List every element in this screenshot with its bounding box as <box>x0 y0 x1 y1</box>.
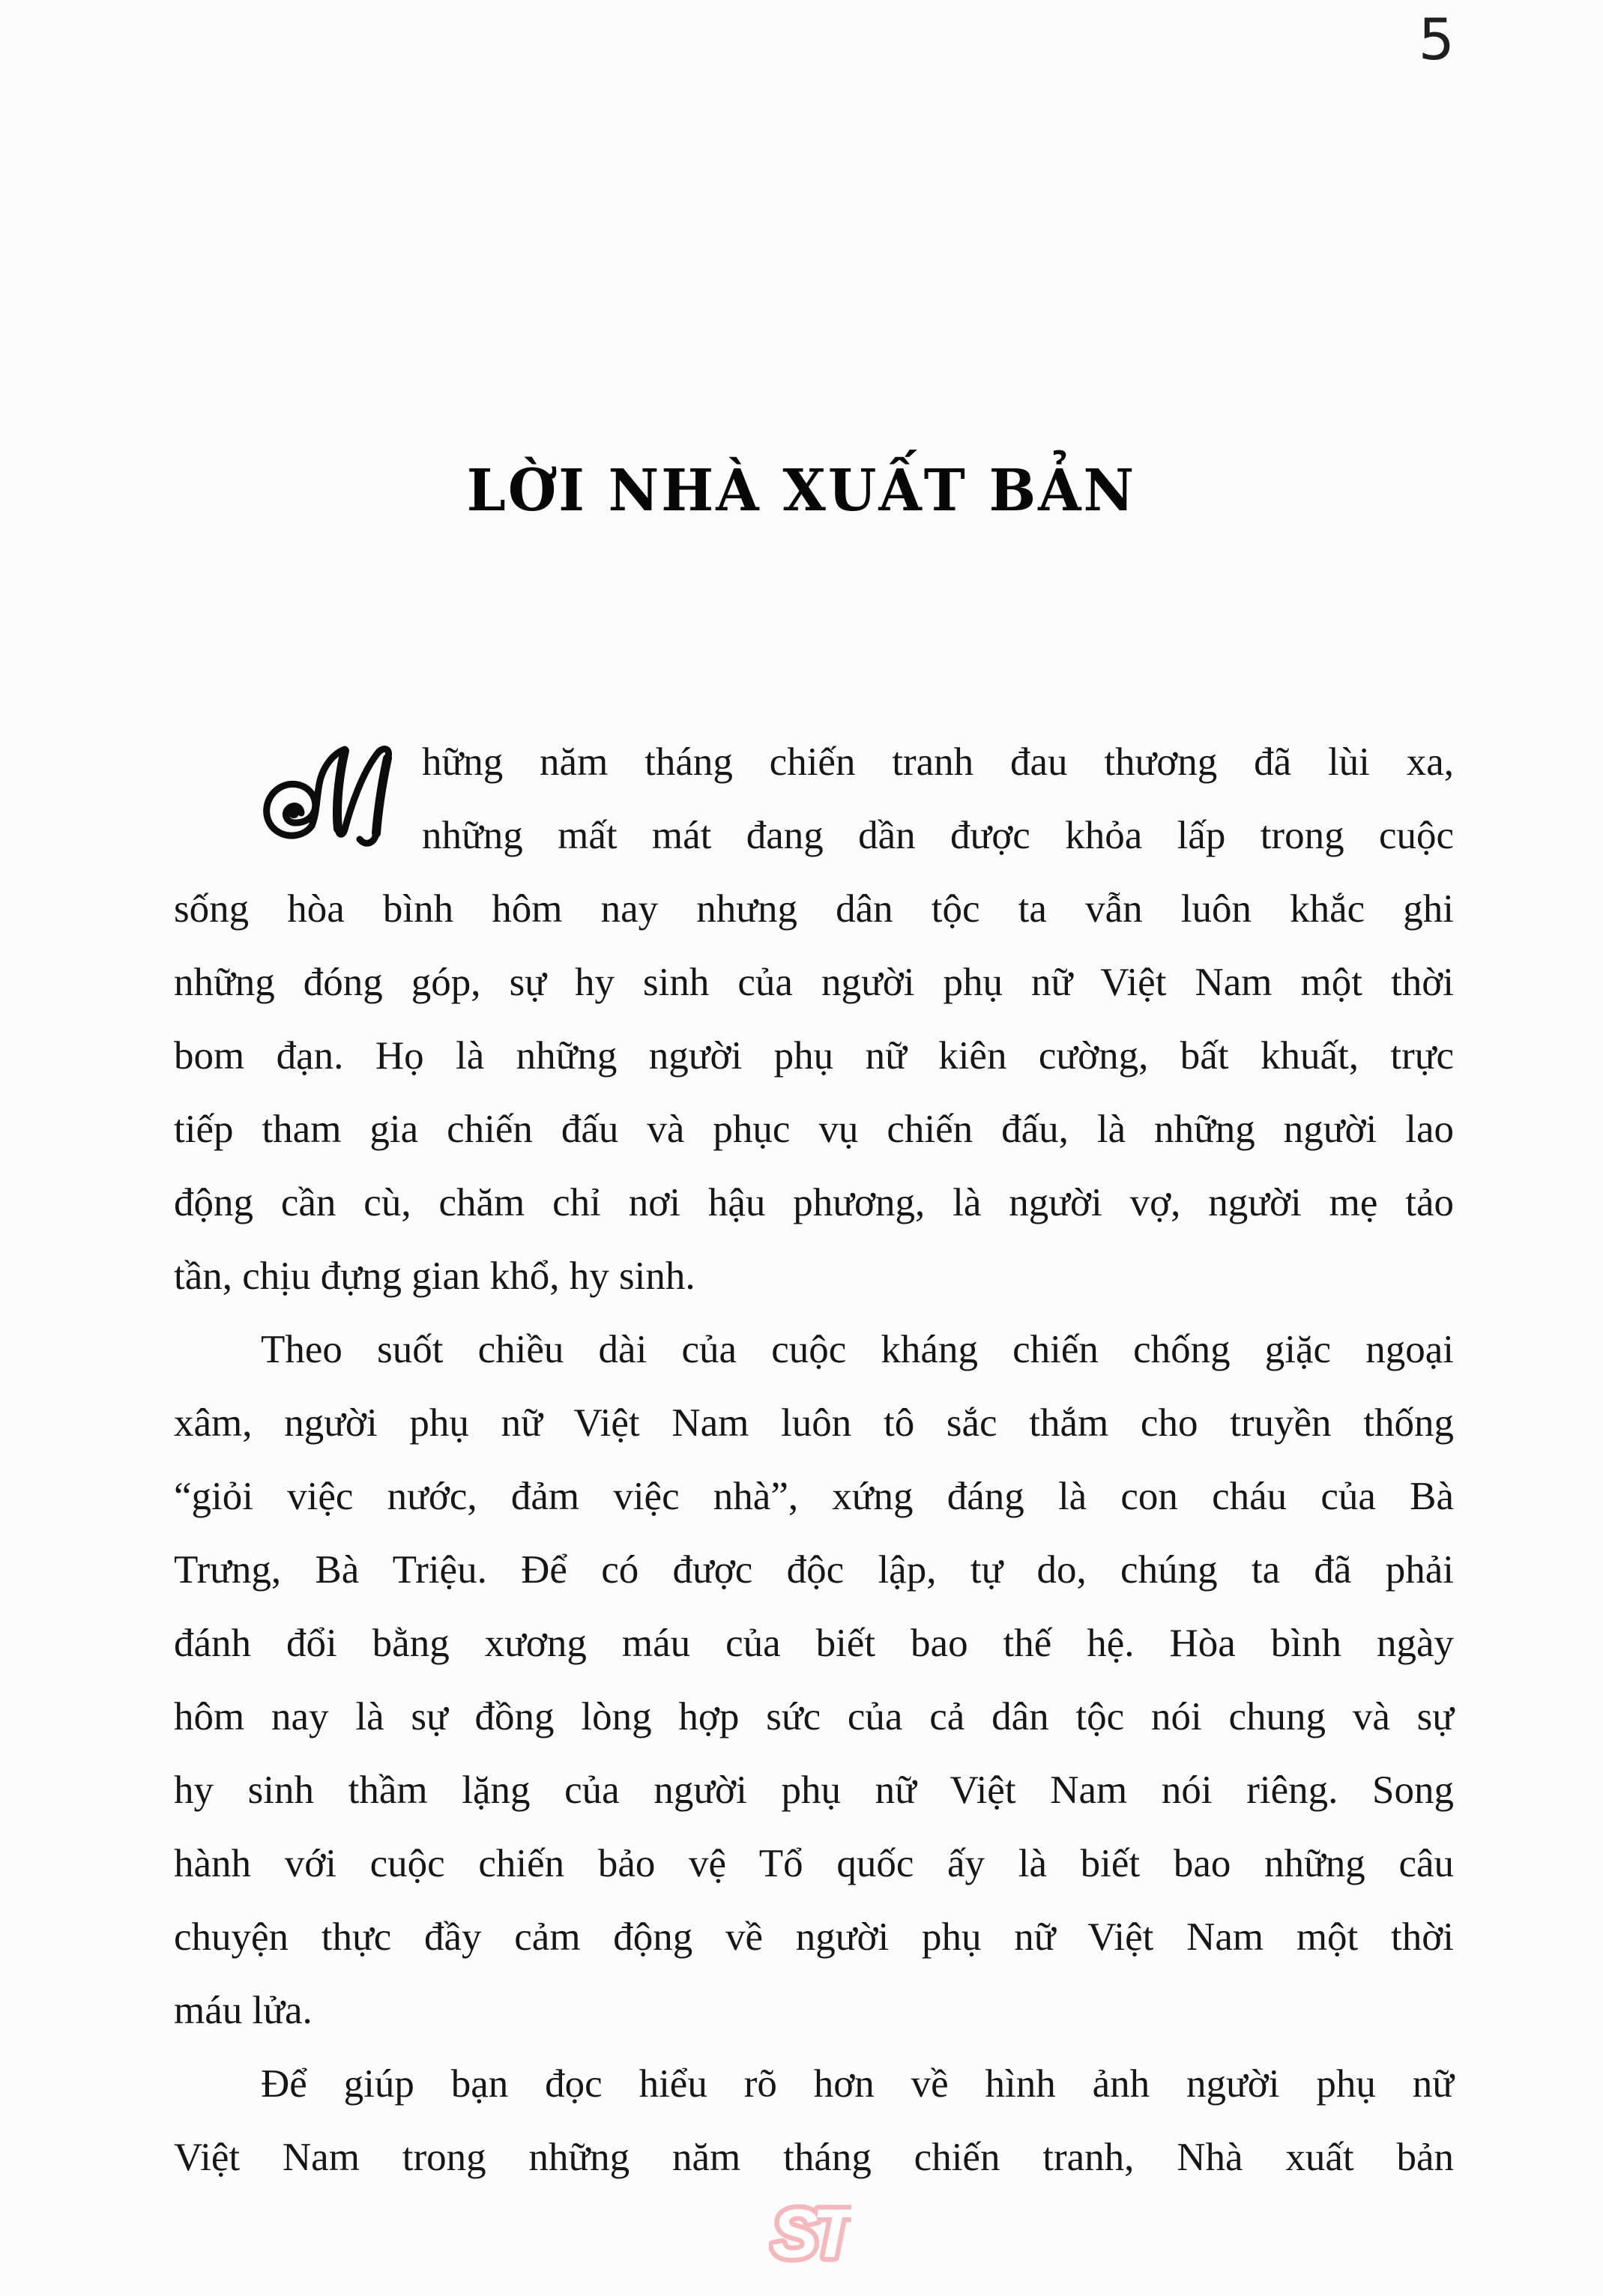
page-number: 5 <box>1418 6 1455 73</box>
drop-cap-letter-n-icon <box>249 739 411 853</box>
text-line: những đóng góp, sự hy sinh của người phụ nữ Việt Nam một thời <box>174 961 1454 1004</box>
body-text <box>174 725 1454 2194</box>
text-line: động cần cù, chăm chỉ nơi hậu phương, là người vợ, người mẹ tảo <box>174 1181 1454 1224</box>
text-line: hy sinh thầm lặng của người phụ nữ Việt Nam nói riêng. Song <box>174 1768 1454 1812</box>
text-line: xâm, người phụ nữ Việt Nam luôn tô sắc thắm cho truyền thống <box>174 1401 1454 1445</box>
text-line: hành với cuộc chiến bảo vệ Tổ quốc ấy là biết bao những câu <box>174 1842 1454 1885</box>
text-line: hôm nay là sự đồng lòng hợp sức của cả dân tộc nói chung và sự <box>174 1695 1454 1738</box>
text-line: sống hòa bình hôm nay nhưng dân tộc ta vẫn luôn khắc ghi <box>174 887 1454 931</box>
text-line: Để giúp bạn đọc hiểu rõ hơn về hình ảnh người phụ nữ <box>261 2062 1454 2106</box>
text-line: hững năm tháng chiến tranh đau thương đã lùi xa, <box>422 740 1454 784</box>
text-line: chuyện thực đầy cảm động về người phụ nữ Việt Nam một thời <box>174 1915 1454 1959</box>
chapter-title: LỜI NHÀ XUẤT BẢN <box>466 457 1137 525</box>
st-watermark-text: ST <box>772 2196 848 2272</box>
text-line: Theo suốt chiều dài của cuộc kháng chiến chống giặc ngoại <box>261 1328 1454 1371</box>
text-line: Việt Nam trong những năm tháng chiến tranh, Nhà xuất bản <box>174 2136 1454 2179</box>
st-watermark-icon <box>769 2193 851 2277</box>
text-line: đánh đổi bằng xương máu của biết bao thế hệ. Hòa bình ngày <box>174 1622 1454 1665</box>
text-line: tần, chịu đựng gian khổ, hy sinh. <box>174 1254 695 1298</box>
text-line: tiếp tham gia chiến đấu và phục vụ chiến đấu, là những người lao <box>174 1108 1454 1151</box>
text-line: những mất mát đang dần được khỏa lấp trong cuộc <box>422 814 1454 857</box>
text-line: bom đạn. Họ là những người phụ nữ kiên cường, bất khuất, trực <box>174 1034 1454 1078</box>
text-line: “giỏi việc nước, đảm việc nhà”, xứng đáng là con cháu của Bà <box>174 1475 1454 1518</box>
text-line: Trưng, Bà Triệu. Để có được độc lập, tự do, chúng ta đã phải <box>174 1548 1454 1592</box>
text-line: máu lửa. <box>174 1989 313 2032</box>
